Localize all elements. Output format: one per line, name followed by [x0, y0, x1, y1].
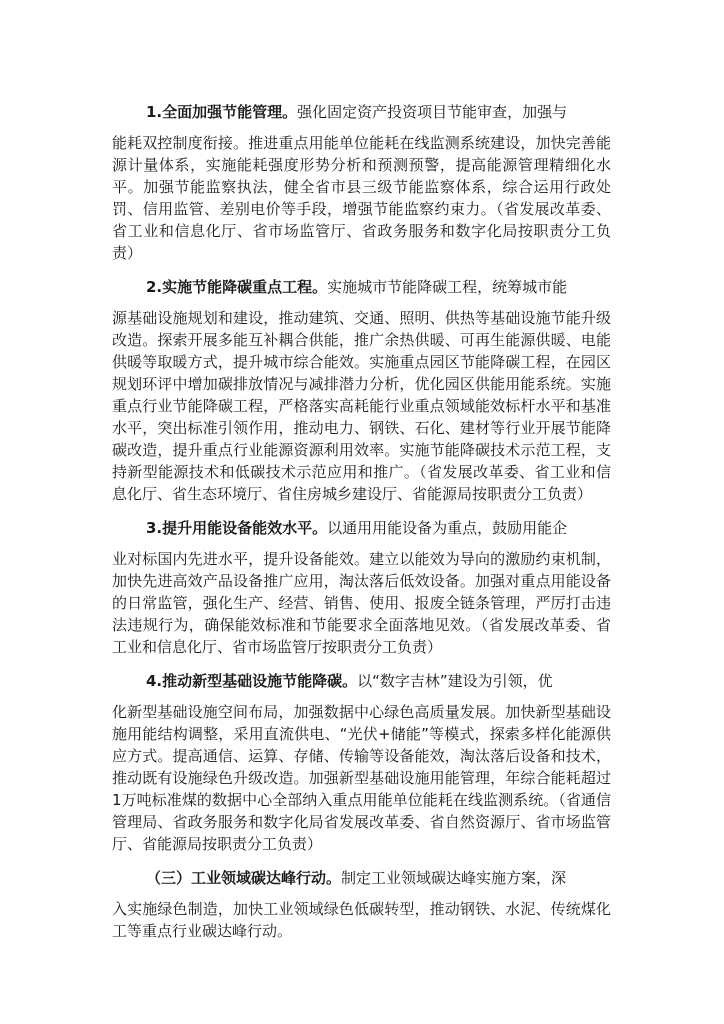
- paragraph-new-infrastructure: [112, 670, 611, 855]
- paragraph-body: 能耗双控制度衔接。推进重点用能单位能耗在线监测系统建设，加快完善能源计量体系，实施能耗强度形势分析和预测预警，提高能源管理精细化水平。加强节能监察执法，健全省市县三级节能监察体系，综合运用行政处罚、信用监管、差别电价等手段，增强节能监察约束力。（省发展改革委、省工业和信息化厅、省市场监管厅、省政务服务和数字化局按职责分工负责）: [112, 134, 611, 262]
- paragraph-energy-management: [112, 101, 611, 264]
- paragraph-body: 化新型基础设施空间布局，加强数据中心绿色高质量发展。加快新型基础设施用能结构调整，采用直流供电、“光伏+储能”等模式，探索多样化能源供应方式。提高通信、运算、存储、传输等设备能效，淘汰落后设备和技术，推动既有设施绿色升级改造。加强新型基础设施用能管理，年综合能耗超过1万吨标准煤的数据中心全部纳入重点用能单位能耗在线监测系统。（省通信管理局、省政务服务和数字化局省发展改革委、省自然资源厅、省市场监管厅、省能源局按职责分工负责）: [112, 703, 611, 853]
- paragraph-key-projects: [112, 276, 611, 505]
- paragraph-first-line: [112, 276, 611, 298]
- section-heading: 1.全面加强节能管理。: [146, 103, 298, 121]
- paragraph-industry-carbon-peak: [112, 867, 611, 942]
- paragraph-body: 入实施绿色制造，加快工业领域绿色低碳转型，推动钢铁、水泥、传统煤化工等重点行业碳达峰行动。: [112, 900, 611, 940]
- paragraph-first-line: [112, 101, 611, 123]
- first-line-text: 强化固定资产投资项目节能审查，加强与: [297, 103, 568, 121]
- first-line-text: 实施城市节能降碳工程，统筹城市能: [327, 278, 568, 296]
- first-line-text: 制定工业领域碳达峰实施方案，深: [341, 869, 567, 887]
- paragraph-first-line: [112, 517, 611, 539]
- section-heading: 3.提升用能设备能效水平。: [146, 519, 328, 537]
- paragraph-body: 源基础设施规划和建设，推动建筑、交通、照明、供热等基础设施节能升级改造。探索开展多能互补耦合供能，推广余热供暖、可再生能源供暖、电能供暖等取暖方式，提升城市综合能效。实施重点园区节能降碳工程，在园区规划环评中增加碳排放情况与减排潜力分析，优化园区供能用能系统。实施重点行业节能降碳工程，严格落实高耗能行业重点领域能效标杆水平和基准水平，突出标准引领作用，推动电力、钢铁、石化、建材等行业开展节能降碳改造，提升重点行业能源资源利用效率。实施节能降碳技术示范工程，支持新型能源技术和低碳技术示范应用和推广。（省发展改革委、省工业和信息化厅、省生态环境厅、省住房城乡建设厅、省能源局按职责分工负责）: [112, 309, 611, 503]
- first-line-text: 以“数字吉林”建设为引领，优: [357, 672, 553, 690]
- first-line-text: 以通用用能设备为重点，鼓励用能企: [327, 519, 568, 537]
- section-heading: （三）工业领域碳达峰行动。: [146, 869, 342, 887]
- paragraph-first-line: [112, 670, 611, 692]
- paragraph-first-line: [112, 867, 611, 889]
- paragraph-equipment-efficiency: [112, 517, 611, 658]
- section-heading: 4.推动新型基础设施节能降碳。: [146, 672, 358, 690]
- paragraph-body: 业对标国内先进水平，提升设备能效。建立以能效为导向的激励约束机制，加快先进高效产品设备推广应用，淘汰落后低效设备。加强对重点用能设备的日常监管，强化生产、经营、销售、使用、报废全链条管理，严厉打击违法违规行为，确保能效标准和节能要求全面落地见效。（省发展改革委、省工业和信息化厅、省市场监管厅按职责分工负责）: [112, 550, 611, 656]
- section-heading: 2.实施节能降碳重点工程。: [146, 278, 328, 296]
